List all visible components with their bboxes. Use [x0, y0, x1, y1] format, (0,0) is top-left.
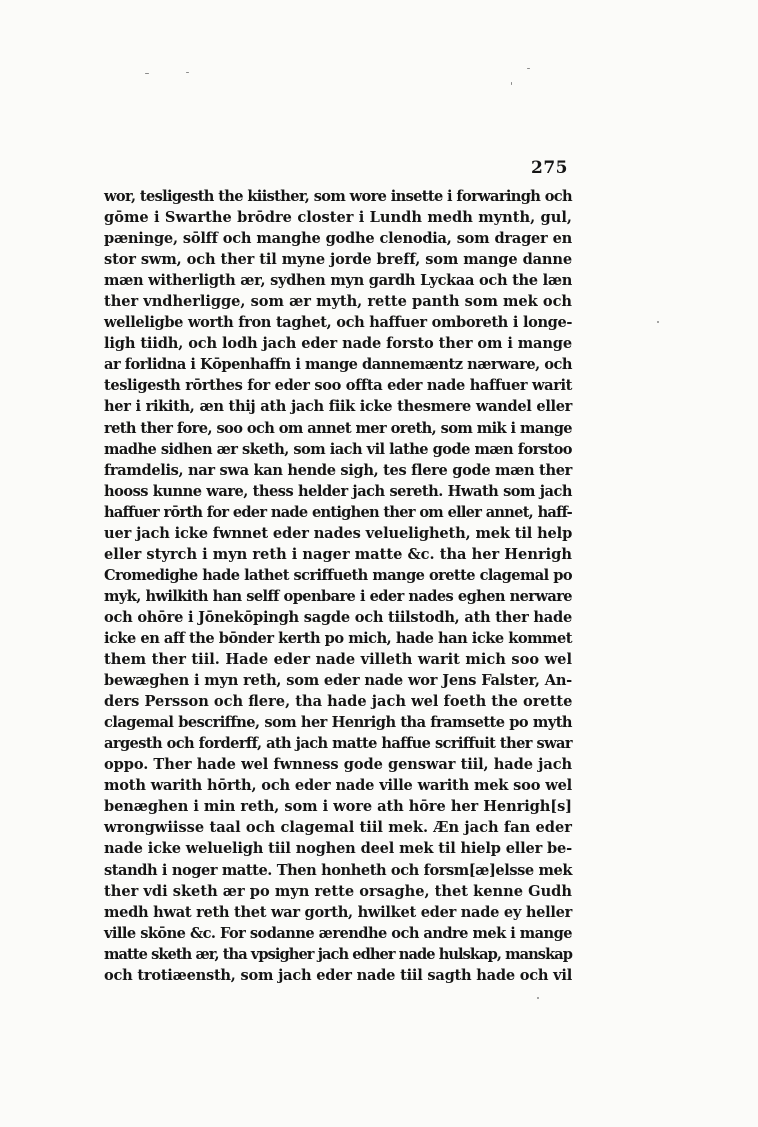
- scan-speck: [657, 321, 659, 323]
- scan-speck: [511, 82, 512, 85]
- text-line: bewæghen i myn reth, som eder nade wor Jens Falster, An-: [104, 672, 572, 690]
- text-line: standh i noger matte. Then honheth och forsm[æ]elsse mek: [104, 861, 572, 879]
- text-line: madhe sidhen ær sketh, som iach vil lathe gode mæn forstoo: [104, 440, 572, 458]
- text-line: Cromedighe hade lathet scriffueth mange orette clagemal po: [104, 566, 572, 584]
- text-line: ligh tiidh, och lodh jach eder nade forsto ther om i mange: [104, 335, 572, 353]
- text-line: oppo. Ther hade wel fwnness gode genswar tiil, hade jach: [104, 756, 572, 774]
- text-line: tesligesth rōrthes for eder soo offta eder nade haffuer warit: [104, 377, 572, 395]
- text-line: och ohōre i Jōnekōpingh sagde och tiilstodh, ath ther hade: [104, 608, 572, 626]
- text-line: her i rikith, æn thij ath jach fiik icke thesmere wandel eller: [104, 398, 572, 416]
- text-line: ther vndherligge, som ær myth, rette panth som mek och: [104, 293, 572, 311]
- text-line: ar forlidna i Kōpenhaffn i mange dannemæntz nærware, och: [104, 356, 572, 374]
- text-line: ders Persson och flere, tha hade jach wel foeth the orette: [104, 693, 573, 711]
- text-line: haffuer rōrth for eder nade entighen ther om eller annet, haff-: [104, 503, 572, 521]
- text-line: moth warith hōrth, och eder nade ville warith mek soo wel: [104, 777, 572, 795]
- text-line: uer jach icke fwnnet eder nades velueligheth, mek til help: [104, 524, 573, 542]
- page-number: 275: [531, 158, 568, 178]
- text-line: reth ther fore, soo och om annet mer oreth, som mik i mange: [104, 419, 572, 437]
- text-line: wor, tesligesth the kiisther, som wore insette i forwaringh och: [104, 188, 572, 205]
- text-line: medh hwat reth thet war gorth, hwilket eder nade ey heller: [104, 903, 572, 921]
- text-line: framdelis, nar swa kan hende sigh, tes flere gode mæn ther: [104, 461, 572, 479]
- text-line: ville skōne &c. For sodanne ærendhe och andre mek i mange: [104, 924, 572, 942]
- text-line: och trotiæensth, som jach eder nade tiil sagth hade och vil: [104, 966, 572, 984]
- text-line: stor swm, och ther til myne jorde breff, som mange danne: [104, 251, 572, 269]
- text-line: argesth och forderff, ath jach matte haffue scriffuit ther swar: [104, 735, 572, 753]
- text-line: hooss kunne ware, thess helder jach sereth. Hwath som jach: [104, 482, 572, 500]
- text-line: mæn witherligth ær, sydhen myn gardh Lyckaa och the læn: [104, 272, 572, 290]
- text-line: gōme i Swarthe brōdre closter i Lundh medh mynth, gul,: [104, 209, 572, 227]
- text-line: clagemal bescriffne, som her Henrigh tha framsette po myth: [104, 714, 572, 732]
- scan-speck: [145, 73, 149, 74]
- scan-speck: [186, 72, 189, 73]
- text-line: them ther tiil. Hade eder nade villeth warit mich soo wel: [104, 651, 572, 669]
- text-line: ther vdi sketh ær po myn rette orsaghe, thet kenne Gudh: [104, 882, 572, 900]
- text-line: nade icke welueligh tiil noghen deel mek til hielp eller be-: [104, 840, 572, 858]
- text-line: eller styrch i myn reth i nager matte &c. tha her Henrigh: [104, 545, 572, 563]
- text-line: wrongwiisse taal och clagemal tiil mek. Æn jach fan eder: [104, 819, 572, 837]
- body-text: [104, 186, 572, 986]
- text-line: matte sketh ær, tha vpsigher jach edher nade hulskap, manskap: [104, 945, 572, 963]
- text-line: welleligbe worth fron taghet, och haffuer omboreth i longe-: [104, 314, 572, 332]
- text-line: benæghen i min reth, som i wore ath hōre her Henrigh[s]: [104, 798, 572, 816]
- text-line: icke en aff the bōnder kerth po mich, hade han icke kommet: [104, 629, 572, 647]
- text-line: myk, hwilkith han selff openbare i eder nades eghen nerware: [104, 587, 572, 605]
- scan-speck: [537, 997, 539, 999]
- text-line: pæninge, sōlff och manghe godhe clenodia, som drager en: [104, 230, 572, 248]
- scan-speck: [527, 68, 530, 69]
